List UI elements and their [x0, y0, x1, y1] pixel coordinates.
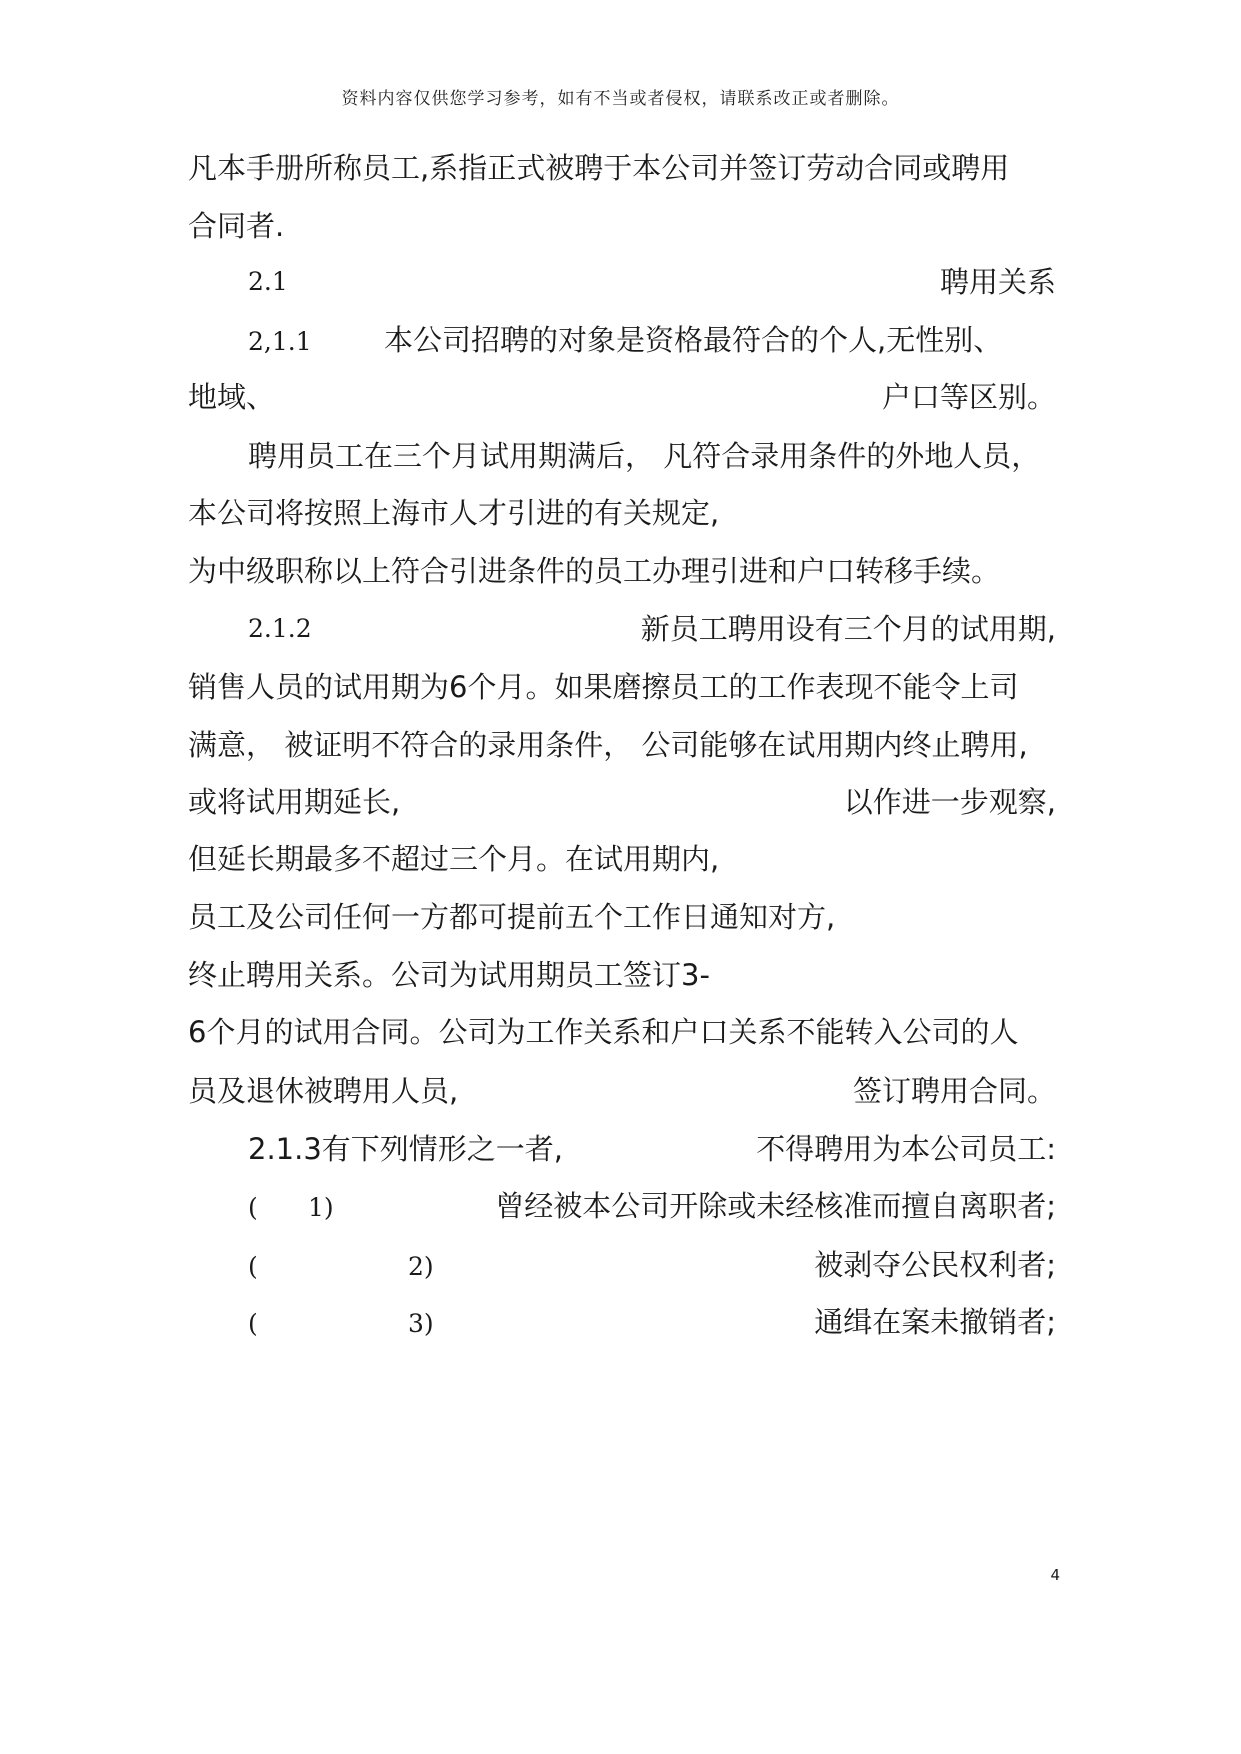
- clause-2-1-3: [248, 1129, 1056, 1169]
- line-right-text: 户口等区别。: [881, 380, 1056, 414]
- paragraph-line: [188, 782, 1056, 822]
- paragraph-line: 终止聘用关系。公司为试用期员工签订3-: [188, 958, 710, 992]
- section-title: 聘用关系: [939, 265, 1056, 299]
- list-number: 3): [408, 1309, 434, 1338]
- line-right-text: 签订聘用合同。: [852, 1074, 1056, 1108]
- clause-text: 新员工聘用设有三个月的试用期,: [640, 612, 1056, 646]
- paragraph-line: [188, 1071, 1056, 1111]
- page-number: 4: [1050, 1566, 1060, 1584]
- list-open-paren: (: [248, 1252, 258, 1281]
- list-item-1: [248, 1186, 1056, 1226]
- paragraph-line: [188, 377, 1056, 417]
- list-item-2: [248, 1245, 1056, 1285]
- paragraph-line: 满意， 被证明不符合的录用条件， 公司能够在试用期内终止聘用,: [188, 728, 1028, 762]
- clause-number: 2.1.2: [248, 614, 312, 643]
- paragraph-line: 但延长期最多不超过三个月。在试用期内,: [188, 842, 720, 876]
- list-item-text: 被剥夺公民权利者;: [814, 1248, 1056, 1282]
- paragraph-line: 本公司将按照上海市人才引进的有关规定,: [188, 496, 720, 530]
- list-number: 1): [308, 1193, 334, 1222]
- line-left-text: 员及退休被聘用人员,: [188, 1074, 459, 1108]
- page-header: 资料内容仅供您学习参考，如有不当或者侵权，请联系改正或者删除。: [341, 89, 900, 109]
- list-open-paren: (: [248, 1309, 258, 1338]
- line-right-text: 以作进一步观察,: [843, 785, 1056, 819]
- paragraph-line: 6个月的试用合同。公司为工作关系和户口关系不能转入公司的人: [188, 1015, 1019, 1049]
- list-open-paren: (: [248, 1193, 258, 1222]
- list-number: 2): [408, 1252, 434, 1281]
- paragraph-line: 为中级职称以上符合引进条件的员工办理引进和户口转移手续。: [188, 554, 1001, 588]
- section-heading-2-1: [248, 262, 1056, 302]
- clause-text: 本公司招聘的对象是资格最符合的个人,无性别、: [384, 323, 1003, 357]
- paragraph-line: 凡本手册所称员工,系指正式被聘于本公司并签订劳动合同或聘用: [188, 151, 1010, 185]
- clause-2-1-2: [248, 609, 1056, 649]
- line-left-text: 地域、: [188, 380, 276, 414]
- section-number: 2.1: [248, 267, 288, 296]
- paragraph-line: 员工及公司任何一方都可提前五个工作日通知对方,: [188, 900, 836, 934]
- line-left-text: 或将试用期延长,: [188, 785, 401, 819]
- paragraph-line: 聘用员工在三个月试用期满后， 凡符合录用条件的外地人员，: [248, 439, 1041, 473]
- clause-lead-text: 2.1.3有下列情形之一者,: [248, 1132, 564, 1166]
- clause-tail-text: 不得聘用为本公司员工:: [756, 1132, 1056, 1166]
- clause-number: 2,1.1: [248, 327, 312, 356]
- list-item-3: [248, 1302, 1056, 1342]
- paragraph-line: 销售人员的试用期为6个月。如果磨擦员工的工作表现不能令上司: [188, 670, 1019, 704]
- paragraph-line: 合同者.: [188, 209, 285, 243]
- list-item-text: 通缉在案未撤销者;: [814, 1305, 1056, 1339]
- list-item-text: 曾经被本公司开除或未经核准而擅自离职者;: [495, 1189, 1056, 1223]
- clause-2-1-1: [248, 320, 1056, 360]
